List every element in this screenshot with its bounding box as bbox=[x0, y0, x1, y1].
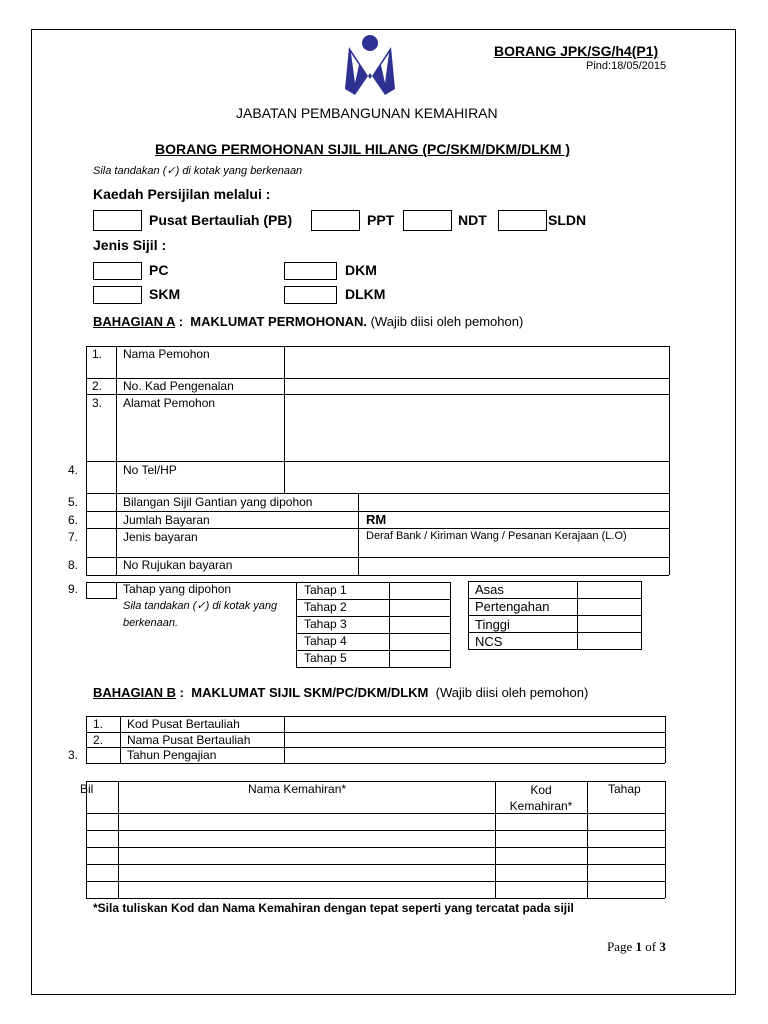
tinggi-checkbox[interactable] bbox=[578, 616, 641, 631]
bahagian-a-title: BAHAGIAN A bbox=[93, 314, 176, 329]
tahap-5: Tahap 5 bbox=[304, 651, 347, 665]
checkbox-ppt[interactable] bbox=[311, 210, 360, 231]
label-bilangan: Bilangan Sijil Gantian yang dipohon bbox=[123, 495, 313, 509]
option-pb: Pusat Bertauliah (PB) bbox=[149, 212, 293, 228]
row-num: 2. bbox=[92, 379, 103, 393]
checkbox-dlkm[interactable] bbox=[284, 286, 337, 304]
label-nama-pusat: Nama Pusat Bertauliah bbox=[127, 733, 251, 747]
tahap-note: Sila tandakan (✓) di kotak yang berkenaan. bbox=[123, 600, 278, 629]
department-title: JABATAN PEMBANGUNAN KEMAHIRAN bbox=[236, 105, 498, 121]
label-tahap: Tahap yang dipohon bbox=[123, 582, 232, 596]
label-jenis-bayaran: Jenis bayaran bbox=[123, 530, 198, 544]
bahagian-b-colon: : bbox=[176, 685, 185, 700]
label-kad-pengenalan: No. Kad Pengenalan bbox=[123, 379, 234, 393]
tahap-5-checkbox[interactable] bbox=[390, 651, 450, 667]
tahun-pengajian-input[interactable] bbox=[285, 748, 664, 762]
option-dkm: DKM bbox=[345, 262, 377, 278]
category-asas: Asas bbox=[475, 582, 504, 597]
col-tahap: Tahap bbox=[608, 782, 641, 796]
col-kod-kemahiran: Kod Kemahiran* bbox=[509, 783, 573, 813]
option-pc: PC bbox=[149, 262, 169, 278]
option-sldn: SLDN bbox=[548, 212, 587, 228]
skill-row[interactable] bbox=[87, 865, 664, 881]
category-tinggi: Tinggi bbox=[475, 617, 510, 632]
page-of: of bbox=[642, 939, 660, 954]
bahagian-b-subtitle: MAKLUMAT SIJIL SKM/PC/DKM/DLKM bbox=[191, 685, 429, 700]
row-num: 1. bbox=[93, 717, 104, 731]
checkbox-pb[interactable] bbox=[93, 210, 142, 231]
form-title: BORANG PERMOHONAN SIJIL HILANG (PC/SKM/DKM/DLKM ) bbox=[155, 141, 571, 157]
form-code: BORANG JPK/SG/h4(P1) bbox=[494, 43, 659, 59]
payment-types: Deraf Bank / Kiriman Wang / Pesanan Kerajaan (L.O) bbox=[366, 530, 627, 542]
skills-footnote: *Sila tuliskan Kod dan Nama Kemahiran dengan tepat seperti yang tercatat pada sijil bbox=[93, 901, 574, 915]
asas-checkbox[interactable] bbox=[578, 582, 641, 597]
ncs-checkbox[interactable] bbox=[578, 633, 641, 649]
tahap-3-checkbox[interactable] bbox=[390, 617, 450, 633]
label-tel: No Tel/HP bbox=[123, 463, 177, 477]
rm-label: RM bbox=[366, 512, 387, 527]
bahagian-a-colon: : bbox=[175, 314, 184, 329]
pertengahan-checkbox[interactable] bbox=[578, 599, 641, 614]
jenis-label: Jenis Sijil : bbox=[93, 237, 167, 253]
revision-date: Pind:18/05/2015 bbox=[586, 60, 667, 72]
row-num: 4. bbox=[68, 463, 79, 477]
tahap-4: Tahap 4 bbox=[304, 634, 347, 648]
instruction-text: Sila tandakan (✓) di kotak yang berkenaan bbox=[93, 165, 303, 177]
col-nama-kemahiran: Nama Kemahiran* bbox=[248, 782, 347, 796]
tahap-3: Tahap 3 bbox=[304, 617, 347, 631]
tahap-1-checkbox[interactable] bbox=[390, 583, 450, 599]
nama-pusat-input[interactable] bbox=[285, 733, 664, 746]
checkbox-skm[interactable] bbox=[93, 286, 142, 304]
category-ncs: NCS bbox=[475, 634, 503, 649]
bahagian-b-title: BAHAGIAN B bbox=[93, 685, 177, 700]
label-nama-pemohon: Nama Pemohon bbox=[123, 347, 210, 361]
row-num: 8. bbox=[68, 558, 79, 572]
skill-row[interactable] bbox=[87, 814, 664, 830]
rujukan-input[interactable] bbox=[359, 558, 668, 574]
kod-pusat-input[interactable] bbox=[285, 717, 664, 731]
tahap-4-checkbox[interactable] bbox=[390, 634, 450, 650]
checkbox-pc[interactable] bbox=[93, 262, 142, 280]
bahagian-b-heading bbox=[93, 685, 588, 700]
row-num: 6. bbox=[68, 513, 79, 527]
bahagian-a-subtitle: MAKLUMAT PERMOHONAN. bbox=[190, 314, 367, 329]
page-total: 3 bbox=[659, 939, 666, 954]
page-number: 1 bbox=[635, 939, 643, 954]
option-ndt: NDT bbox=[458, 212, 487, 228]
alamat-input[interactable] bbox=[285, 395, 668, 460]
row-num: 9. bbox=[68, 582, 79, 596]
checkbox-ndt[interactable] bbox=[403, 210, 452, 231]
tahap-2: Tahap 2 bbox=[304, 600, 347, 614]
row-num: 3. bbox=[68, 748, 79, 762]
label-jumlah: Jumlah Bayaran bbox=[123, 513, 210, 527]
bahagian-a-heading bbox=[93, 314, 523, 329]
skill-row[interactable] bbox=[87, 831, 664, 847]
option-ppt: PPT bbox=[367, 212, 395, 228]
row-num: 1. bbox=[92, 347, 103, 361]
page-indicator bbox=[607, 939, 666, 955]
label-alamat: Alamat Pemohon bbox=[123, 396, 216, 410]
category-pertengahan: Pertengahan bbox=[475, 599, 550, 614]
label-tahun-pengajian: Tahun Pengajian bbox=[127, 748, 217, 762]
row-num: 7. bbox=[68, 530, 79, 544]
row-num: 3. bbox=[92, 396, 103, 410]
jpk-logo-icon bbox=[343, 33, 399, 97]
skill-row[interactable] bbox=[87, 848, 664, 864]
option-dlkm: DLKM bbox=[345, 286, 386, 302]
row-num: 5. bbox=[68, 495, 79, 509]
col-bil: Bil bbox=[80, 782, 94, 796]
checkbox-dkm[interactable] bbox=[284, 262, 337, 280]
option-skm: SKM bbox=[149, 286, 181, 302]
bahagian-b-note: (Wajib diisi oleh pemohon) bbox=[435, 685, 589, 700]
bilangan-input[interactable] bbox=[359, 494, 668, 510]
tel-input[interactable] bbox=[285, 462, 668, 492]
checkbox-sldn[interactable] bbox=[498, 210, 547, 231]
bahagian-a-note: (Wajib diisi oleh pemohon) bbox=[370, 314, 524, 329]
row-num: 2. bbox=[93, 733, 104, 747]
kad-pengenalan-input[interactable] bbox=[285, 379, 668, 393]
tahap-2-checkbox[interactable] bbox=[390, 600, 450, 616]
tahap-1: Tahap 1 bbox=[304, 583, 347, 597]
label-kod-pusat: Kod Pusat Bertauliah bbox=[127, 717, 240, 731]
nama-pemohon-input[interactable] bbox=[285, 347, 668, 377]
label-rujukan: No Rujukan bayaran bbox=[123, 558, 233, 572]
skill-row[interactable] bbox=[87, 882, 664, 898]
page-prefix: Page bbox=[607, 939, 636, 954]
kaedah-label: Kaedah Persijilan melalui : bbox=[93, 186, 271, 202]
